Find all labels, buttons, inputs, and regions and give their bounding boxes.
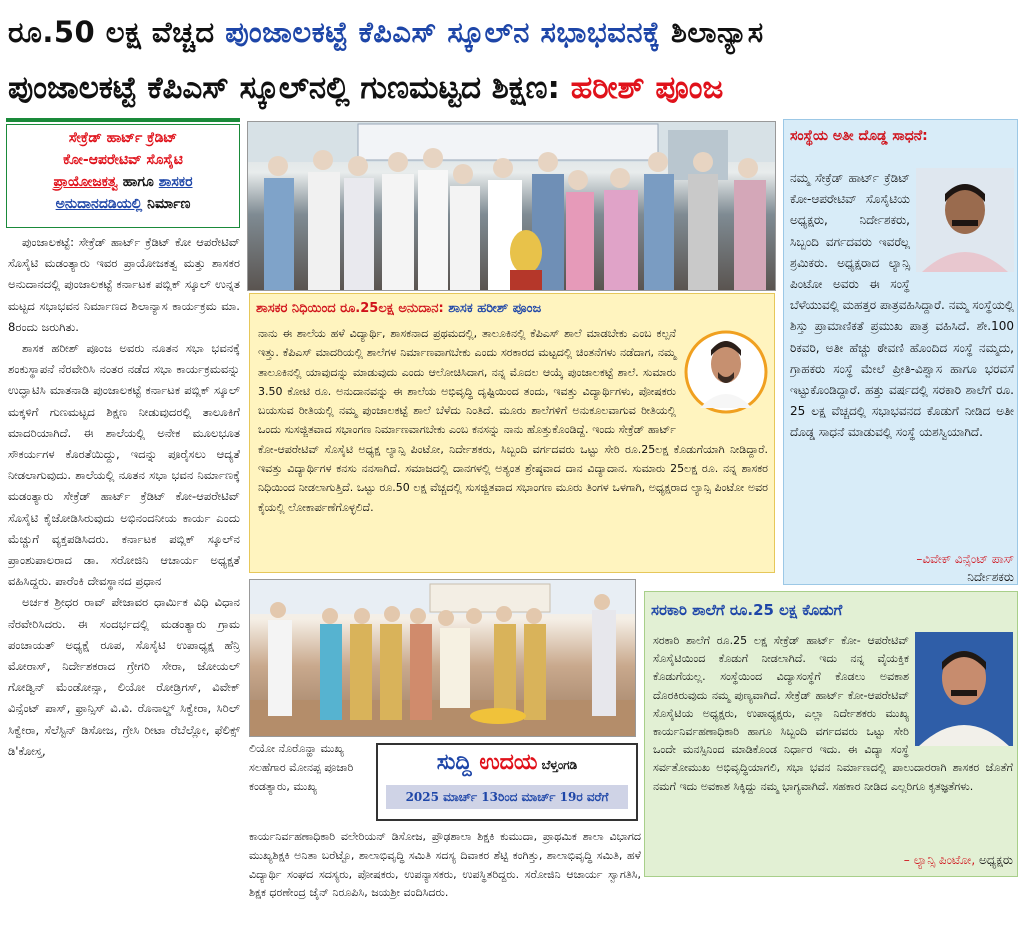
president-sign-role: ಅಧ್ಯಕ್ಷರು xyxy=(975,853,1013,867)
director-quote-body-wrap xyxy=(790,168,1014,538)
president-quote-body-wrap xyxy=(653,632,1013,832)
director-quote-title: ಸಂಸ್ಥೆಯ ಅತೀ ದೊಡ್ಡ ಸಾಧನೆ: xyxy=(790,128,928,144)
headline-1-end-text: ಶಿಲಾನ್ಯಾಸ xyxy=(660,15,764,49)
president-quote-title: ಸರಕಾರಿ ಶಾಲೆಗೆ ರೂ.25 ಲಕ್ಷ ಕೊಡುಗೆ xyxy=(651,601,843,619)
left-sub-line-4-blue: ಅನುದಾನದಡಿಯಲ್ಲಿ xyxy=(55,196,143,212)
left-sub-line-3-blue: ಶಾಸಕರ xyxy=(158,174,193,190)
left-sub-line-3-mid: ಹಾಗೂ xyxy=(117,174,159,190)
president-quote-box xyxy=(644,591,1018,877)
masthead-name-blue: ಸುದ್ದಿ xyxy=(436,750,480,775)
left-subheading-box xyxy=(6,124,240,228)
left-sub-line-4 xyxy=(11,193,235,215)
left-sub-line-4-rest: ನಿರ್ಮಾಣ xyxy=(142,196,191,212)
president-portrait xyxy=(915,632,1013,746)
director-quote-body: ನಮ್ಮ ಸೇಕ್ರೆಡ್ ಹಾರ್ಟ್ ಕ್ರೆಡಿಟ್ ಕೋ-ಆಪರೇಟಿವ್ ಸೊಸೈಟಿಯ ಅಧ್ಯಕ್ಷರು, ನಿರ್ದೇಶಕರು, ಸಿಬ್ಬಂದಿ ವರ್ಗದವರು ಇವರೆಲ್ಲ ಶ್ರಮಿಕರು. ಅಧ್ಯಕ್ಷರಾದ ಲ್ಯಾನ್ಸಿ ಪಿಂಟೋ ಅವರು ಈ ಸಂಸ್ಥೆ ಬೆಳೆಯುವಲ್ಲಿ ಮಹತ್ತರ ಪಾತ್ರವಹಿಸಿದ್ದಾರೆ. ನಮ್ಮ ಸಂಸ್ಥೆಯಲ್ಲಿ ಶಿಸ್ತು ಪ್ರಾಮಾಣಿಕತೆ ಪ್ರಮುಖ ಪಾತ್ರ ವಹಿಸಿದೆ. ಶೇ.100 ರಿಕವರಿ, ಅತೀ ಹೆಚ್ಚು ಠೇವಣಿ ಹೊಂದಿದ ಸಂಸ್ಥೆ ನಮ್ಮದು, ಗ್ರಾಹಕರು ಸಂಸ್ಥೆ ಮೇಲೆ ಪ್ರೀತಿ-ವಿಶ್ವಾಸ ಹಾಗೂ ಭರವಸೆ ಇಟ್ಟುಕೊಂಡಿದ್ದಾರೆ. ಹತ್ತು ವರ್ಷದಲ್ಲಿ ಸರಕಾರಿ ಶಾಲೆಗೆ ರೂ. 25 ಲಕ್ಷ ವೆಚ್ಚದಲ್ಲಿ ಸಭಾಭವನದ ಕೊಡುಗೆ ನೀಡಿದ ಅತೀ ದೊಡ್ಡ ಸಾಧನೆ ಮಾಡುವಲ್ಲಿ ಸಂಸ್ಥೆ ಯಶಸ್ವಿಯಾಗಿದೆ. xyxy=(790,171,1014,440)
left-paragraph-1: ಪುಂಜಾಲಕಟ್ಟೆ: ಸೇಕ್ರೆಡ್ ಹಾರ್ಟ್ ಕ್ರೆಡಿಟ್ ಕೋ ಆಪರೇಟಿವ್ ಸೊಸೈಟಿ ಮಡಂತ್ಯಾರು ಇವರ ಪ್ರಾಯೋಜಕತ್ವ ಮತ್ತು ಶಾಸಕರ ಅನುದಾನದಲ್ಲಿ ಪುಂಜಾಲಕಟ್ಟೆ ಕರ್ನಾಟಕ ಪಬ್ಲಿಕ್ ಸ್ಕೂಲ್ ಉನ್ನತ ಮಟ್ಟದ ಸಭಾಭವನ ನಿರ್ಮಾಣದ ಶಿಲಾನ್ಯಾಸ ಕಾರ್ಯಕ್ರಮ ಮಾ. 8ರಂದು ಜರುಗಿತು. xyxy=(8,235,240,334)
president-portrait-image xyxy=(915,632,1013,746)
mla-quote-body: ನಾನು ಈ ಶಾಲೆಯ ಹಳೆ ವಿದ್ಯಾರ್ಥಿ, ಶಾಸಕನಾದ ಪ್ರಥಮದಲ್ಲಿ, ತಾಲೂಕಿನಲ್ಲಿ ಕೆಪಿಎಸ್ ಶಾಲೆ ಮಾಡಬೇಕು ಎಂಬ ಕಲ್ಪನೆ ಇತ್ತು. ಕೆಪಿಎಸ್ ಮಾದರಿಯಲ್ಲಿ ಶಾಲೆಗಳ ನಿರ್ಮಾಣವಾಗಬೇಕು ಎಂದು ಸರಕಾರದ ಮಟ್ಟದಲ್ಲಿ ಚಿಂತನೆಗಳು ನಡೆದಾಗ, ನಮ್ಮ ತಾಲೂಕಿನಲ್ಲಿ ಯಾವುದನ್ನು ಮಾಡುವುದು ಎಂದು ಆಲೋಚಿಸಿದಾಗ, ನನ್ನ ಮೊದಲ ಆಯ್ಕೆ ಪುಂಜಾಲಕಟ್ಟೆ ಶಾಲೆ. ಸುಮಾರು 3.50 ಕೋಟಿ ರೂ. ಅನುದಾನವನ್ನು ಈ ಶಾಲೆಯ ಅಭಿವೃದ್ಧಿ ದೃಷ್ಟಿಯಿಂದ ತಂದು, ಇವತ್ತು ವಿದ್ಯಾರ್ಥಿಗಳು, ಪೋಷಕರು ಬಯಸುವ ರೀತಿಯಲ್ಲಿ ನಮ್ಮ ಪುಂಜಾಲಕಟ್ಟೆ ಶಾಲೆ ಬೆಳೆದು ನಿಂತಿದೆ. ಮೂರು ಶಾಲೆಗಳಿಗೆ ಅನುಕೂಲವಾಗುವ ರೀತಿಯಲ್ಲಿ ಒಂದು ಸುಸಜ್ಜಿತವಾದ ಸಭಾಂಗಣ ನಿರ್ಮಾಣವಾಗಬೇಕು ಎಂಬ ಕನಸನ್ನು ನಾನು ಹೊತ್ತುಕೊಂಡಿದ್ದೆ. ಇಂದು ಸೇಕ್ರೆಡ್ ಹಾರ್ಟ್ ಕೋ-ಆಪರೇಟಿವ್ ಸೊಸೈಟಿ ಅಧ್ಯಕ್ಷ ಲ್ಯಾನ್ಸಿ ಪಿಂಟೋ, ನಿರ್ದೇಶಕರು, ಸಿಬ್ಬಂದಿ ವರ್ಗದವರು ಒಟ್ಟು ಸೇರಿ ರೂ.25ಲಕ್ಷ ಕೊಡುಗೆಯಾಗಿ ನೀಡಿದ್ದಾರೆ. ಇವತ್ತು ವಿದ್ಯಾರ್ಥಿಗಳ ಕನಸು ನನಸಾಗಿದೆ. ಸಮಾಜದಲ್ಲಿ ದಾನಗಳಲ್ಲಿ ಅತ್ಯಂತ ಶ್ರೇಷ್ಠವಾದ ದಾನ ವಿದ್ಯಾದಾನ. ಸುಮಾರು 25ಲಕ್ಷ ರೂ. ನನ್ನ ಶಾಸಕರ ನಿಧಿಯಿಂದ ನೀಡಲಾಗುತ್ತಿದೆ. ಒಟ್ಟು ರೂ.50 ಲಕ್ಷ ವೆಚ್ಚದಲ್ಲಿ ಸುಸಜ್ಜಿತವಾದ ಸಭಾಂಗಣ ಮೂರು ತಿಂಗಳ ಒಳಗಾಗಿ, ಅಧ್ಯಕ್ಷರಾದ ಲ್ಯಾನ್ಸಿ ಪಿಂಟೋ ಅವರ ಕೈಯಲ್ಲಿ ಲೋಕಾರ್ಪಣೆಗೊಳ್ಳಲಿದೆ. xyxy=(258,327,768,514)
mla-quote-body-wrap xyxy=(258,324,768,570)
mla-portrait xyxy=(684,324,768,424)
foundation-ceremony-photo xyxy=(249,579,636,737)
director-sign-name: –ವಿವೇಕ್ ವಿನ್ಸೆಂಟ್ ಪಾಸ್ xyxy=(916,552,1014,566)
left-sub-line-3 xyxy=(11,171,235,193)
ceremony-group-photo xyxy=(247,121,776,291)
masthead-place: ಬೆಳ್ತಂಗಡಿ xyxy=(537,758,578,772)
masthead-name xyxy=(378,745,636,783)
headline-1-blue-text: ಪುಂಜಾಲಕಟ್ಟೆ ಕೆಪಿಎಸ್ ಸ್ಕೂಲ್‌ನ ಸಭಾಭವನಕ್ಕೆ xyxy=(225,15,661,49)
mla-portrait-image xyxy=(684,324,768,424)
headline-2-text: ಪುಂಜಾಲಕಟ್ಟೆ ಕೆಪಿಎಸ್ ಸ್ಕೂಲ್‌ನಲ್ಲಿ ಗುಣಮಟ್ಟದ ಶಿಕ್ಷಣ: xyxy=(8,70,571,106)
director-sign-role: ನಿರ್ದೇಶಕರು xyxy=(967,570,1014,584)
left-paragraph-2: ಶಾಸಕ ಹರೀಶ್ ಪೂಂಜ ಅವರು ನೂತನ ಸಭಾ ಭವನಕ್ಕೆ ಶಂಕುಸ್ಥಾಪನೆ ನೆರವೇರಿಸಿ ನಂತರ ನಡೆದ ಸಭಾ ಕಾರ್ಯಕ್ರಮವನ್ನು ಉದ್ಘಾಟಿಸಿ ಮಾತನಾಡಿ ಪುಂಜಾಲಕಟ್ಟೆ ಕರ್ನಾಟಕ ಪಬ್ಲಿಕ್ ಸ್ಕೂಲ್ ಮಕ್ಕಳಿಗೆ ಗುಣಮಟ್ಟದ ಶಿಕ್ಷಣ ನೀಡುವುದರಲ್ಲಿ ತಾಲೂಕಿಗೆ ಮಾದರಿಯಾಗಿದೆ. ಈ ಶಾಲೆಯಲ್ಲಿ ಅನೇಕ ಮೂಲಭೂತ ಸೌಕರ್ಯಗಳ ಕೊರತೆಯಿದ್ದು, ಇದನ್ನು ಪೂರೈಸಲು ಆದ್ಯತೆ ನೀಡಲಾಗುವುದು. ಶಾಲೆಯಲ್ಲಿ ನೂತನ ಸಭಾ ಭವನ ನಿರ್ಮಾಣಕ್ಕೆ ಮಡಂತ್ಯಾರು ಸೇಕ್ರೆಡ್ ಹಾರ್ಟ್ ಕ್ರೆಡಿಟ್ ಕೋ-ಆಪರೇಟಿವ್ ಸೊಸೈಟಿ ಕೈಜೋಡಿಸಿರುವುದು ಅಭಿನಂದನೀಯ ಕಾರ್ಯ ಎಂದು ಮೆಚ್ಚುಗೆ ವ್ಯಕ್ತಪಡಿಸಿದರು. ಕರ್ನಾಟಕ ಪಬ್ಲಿಕ್ ಸ್ಕೂಲ್‌ನ ಪ್ರಾಂಶುಪಾಲರಾದ ಡಾ. ಸರೋಜಿನಿ ಆಚಾರ್ಯ ಅಧ್ಯಕ್ಷತೆ ವಹಿಸಿದ್ದರು. ಪಾರೆಂಕಿ ದೇವಸ್ಥಾನದ ಪ್ರಧಾನ xyxy=(8,341,240,589)
president-quote-body: ಸರಕಾರಿ ಶಾಲೆಗೆ ರೂ.25 ಲಕ್ಷ ಸೇಕ್ರೆಡ್ ಹಾರ್ಟ್ ಕೋ- ಆಪರೇಟಿವ್ ಸೊಸೈಟಿಯಿಂದ ಕೊಡುಗೆ ನೀಡಲಾಗಿದೆ. ಇದು ನನ್ನ ವೈಯಕ್ತಿಕ ಕೊಡುಗೆಯಲ್ಲ. ಸಂಸ್ಥೆಯಿಂದ ವಿದ್ಯಾಸಂಸ್ಥೆಗೆ ಕೊಡಲು ಅವಕಾಶ ದೊರಕಿರುವುದು ನಮ್ಮ ಪುಣ್ಯವಾಗಿದೆ. ಸೇಕ್ರೆಡ್ ಹಾರ್ಟ್ ಕೋ-ಆಪರೇಟಿವ್ ಸೊಸೈಟಿಯ ಅಧ್ಯಕ್ಷರು, ಉಪಾಧ್ಯಕ್ಷರು, ಎಲ್ಲಾ ನಿರ್ದೇಶಕರು ಮುಖ್ಯ ಕಾರ್ಯನಿರ್ವಹಣಾಧಿಕಾರಿ ಹಾಗೂ ಸಿಬ್ಬಂದಿ ವರ್ಗದವರು ಒಟ್ಟು ಸೇರಿ ಒಂದೇ ಮನಸ್ಸಿನಿಂದ ಮಾಡಿಕೊಂಡ ನಿರ್ಧಾರ ಇದು. ಈ ವಿದ್ಯಾ ಸಂಸ್ಥೆ ಸರ್ವತೋಮುಖ ಅಭಿವೃದ್ಧಿಯಾಗಲಿ, ಸಭಾ ಭವನ ನಿರ್ಮಾಣದಲ್ಲಿ ಪಾಲುದಾರರಾಗಿ ಶಾಸಕರ ಜೊತೆಗೆ ನಮಗೆ ಇದು ಅವಕಾಶ ಸಿಕ್ಕಿದ್ದು ನಮ್ಮ ಭಾಗ್ಯವಾಗಿದೆ. ಸಹಕಾರ ನೀಡಿದ ಎಲ್ಲರಿಗೂ ಕೃತಜ್ಞತೆಗಳು. xyxy=(653,634,1013,793)
left-paragraph-3: ಅರ್ಚಕ ಶ್ರೀಧರ ರಾವ್ ಪೇಜಾವರ ಧಾರ್ಮಿಕ ವಿಧಿ ವಿಧಾನ ನೆರವೇರಿಸಿದರು. ಈ ಸಂದರ್ಭದಲ್ಲಿ ಮಡಂತ್ಯಾರು ಗ್ರಾಮ ಪಂಚಾಯತ್ ಅಧ್ಯಕ್ಷೆ ರೂಪ, ಸೊಸೈಟಿ ಉಪಾಧ್ಯಕ್ಷ ಹೆನ್ರಿ ಮೋರಾಸ್, ನಿರ್ದೇಶಕರಾದ ಗ್ರೇಗರಿ ಸೇರಾ, ಜೋಯಲ್ ಗೋಡ್ವಿನ್ ಮೆಂಡೋನ್ಸಾ, ಲಿಯೋ ರೋಡ್ರಿಗಸ್, ವಿವೇಕ್ ವಿನ್ಸೆಂಟ್ ಪಾಸ್, ಫ್ರಾನ್ಸಿಸ್ ವಿ.ವಿ. ರೊನಾಲ್ಡ್ ಸಿಕ್ವೇರಾ, ಸಿರಿಲ್ ಸಿಕ್ವೇರಾ, ಸೆಲೆಸ್ಟಿನ್ ಡಿಸೋಜ, ಗ್ರೇಸಿ ರೀಟಾ ರೆಬೆಲ್ಲೋ, ಫೆಲಿಕ್ಸ್ ಡಿ'ಕೋಸ್ತ, xyxy=(8,595,240,758)
president-signature xyxy=(653,850,1013,870)
director-signature xyxy=(790,550,1014,586)
left-divider xyxy=(6,118,240,122)
article-bottom-text: ಕಾರ್ಯನಿರ್ವಹಣಾಧಿಕಾರಿ ವಲೇರಿಯನ್ ಡಿಸೋಜ, ಪ್ರೌಢಶಾಲಾ ಶಿಕ್ಷಕಿ ಕುಮುದಾ, ಪ್ರಾಥಮಿಕ ಶಾಲಾ ವಿಭಾಗದ ಮುಖ್ಯಶಿಕ್ಷಕಿ ಅನಿತಾ ಬರೆಟ್ಟೊ, ಶಾಲಾಭಿವೃದ್ಧಿ ಸಮಿತಿ ಸದಸ್ಯ ದಿವಾಕರ ಶೆಟ್ಟಿ ಕಂಗಿತ್ತು, ಶಾಲಾಭಿವೃದ್ಧಿ ಸಮಿತಿ, ಹಳೆ ವಿದ್ಯಾರ್ಥಿ ಸಂಘದ ಸದಸ್ಯರು, ಪೋಷಕರು, ಉಪನ್ಯಾಸಕರು, ಉಪಸ್ಥಿತರಿದ್ದರು. ಸರೋಜಿನಿ ಆಚಾರ್ಯ ಸ್ವಾಗತಿಸಿ, ಶಿಕ್ಷಕ ಧರಣೇಂದ್ರ ಜೈನ್ ನಿರೂಪಿಸಿ, ಜಯಶ್ರೀ ವಂದಿಸಿದರು. xyxy=(249,830,641,900)
headline-1-text: ರೂ.50 ಲಕ್ಷ ವೆಚ್ಚದ xyxy=(8,15,226,49)
article-continuation: ಲಿಯೋ ನೊರೊನ್ಹಾ ಮುಖ್ಯ ಸಲಹೆಗಾರ ಮೋನಪ್ಪ ಪೂಜಾರಿ ಕಂಡತ್ಯಾರು, ಮುಖ್ಯ xyxy=(249,742,354,793)
headline-line-2 xyxy=(8,62,1016,114)
masthead-dates: 2025 ಮಾರ್ಚ್ 13ರಿಂದ ಮಾರ್ಚ್ 19ರ ವರೆಗೆ xyxy=(386,785,628,809)
left-sub-line-2: ಕೋ-ಆಪರೇಟಿವ್ ಸೊಸೈಟಿ xyxy=(63,152,183,168)
left-article-body xyxy=(8,232,240,922)
ceremony-group-photo-image xyxy=(248,122,776,291)
mla-quote-box xyxy=(249,293,775,573)
mla-quote-title xyxy=(256,298,768,320)
newspaper-masthead xyxy=(376,743,638,821)
headline-2-red-text: ಹರೀಶ್ ಪೂಂಜ xyxy=(570,70,724,106)
director-portrait-image xyxy=(916,168,1014,272)
foundation-ceremony-photo-image xyxy=(250,580,636,737)
president-sign-name: – ಲ್ಯಾನ್ಸಿ ಪಿಂಟೋ, xyxy=(903,853,976,867)
director-quote-box xyxy=(783,119,1018,585)
left-sub-line-3-red: ಪ್ರಾಯೋಜಕತ್ವ xyxy=(53,174,118,190)
director-portrait xyxy=(916,168,1014,272)
mla-quote-title-red: ಶಾಸಕರ ನಿಧಿಯಿಂದ ರೂ.25ಲಕ್ಷ ಅನುದಾನ: xyxy=(256,301,449,316)
headline-line-1 xyxy=(8,6,1016,58)
masthead-name-red: ಉದಯ xyxy=(479,750,538,775)
mla-quote-title-blue: ಶಾಸಕ ಹರೀಶ್ ಪೂಂಜ xyxy=(448,301,542,316)
left-sub-line-1: ಸೇಕ್ರೆಡ್ ಹಾರ್ಟ್ ಕ್ರೆಡಿಟ್ xyxy=(68,130,178,146)
